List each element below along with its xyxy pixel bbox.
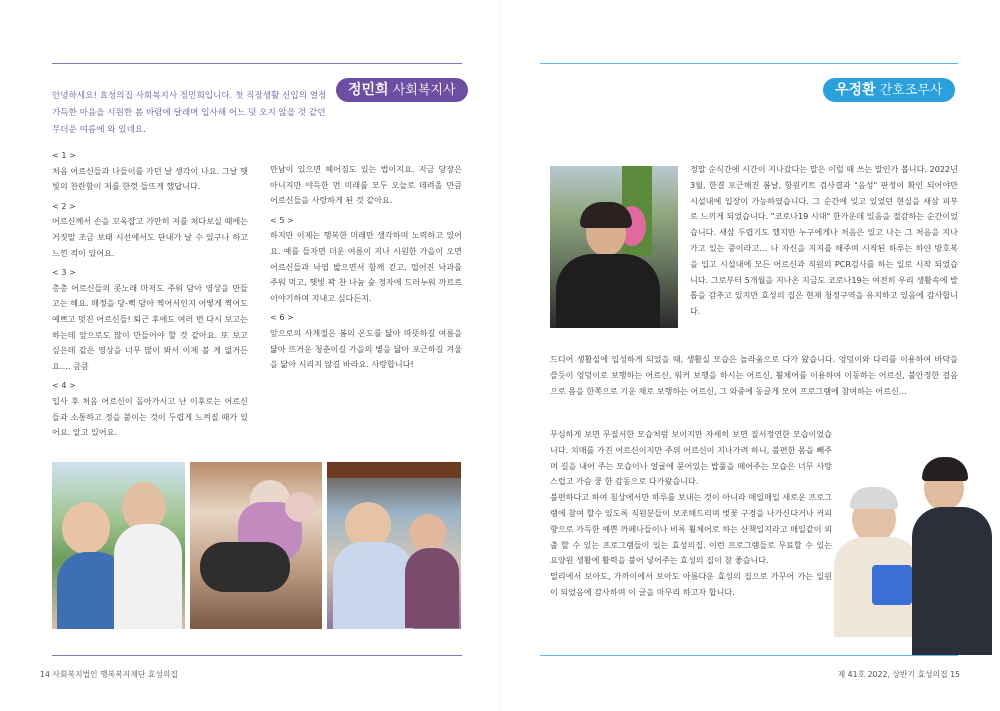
column-a [52, 148, 248, 441]
section-number: < 6 > [270, 312, 294, 323]
bottom-divider [52, 655, 462, 656]
page-footer-left: 14 사회복지법인 행복복지재단 효성의집 [40, 670, 178, 679]
body-text-top: 정말 순식간에 시간이 지나갔다는 말은 이럴 때 쓰는 말인가 봅니다. 2022년 3월, 한결 포근해진 봄날, 항원키트 검사결과 "음성" 판정이 확인 되어야만 시설내에 입장이 가능하였습니다. 그 순간에 잊고 있었던 현실을 새삼 피부로 느끼게 되었습니다. "코로나19 시대" 한가운데 있음을 절감하는 순간이었습니다. 새삼 두렵기도 했지만 누구에게나 처음은 있고 나는 그 처음을 지나가고 있는 중이라고… 나 자신을 지지를 해주며 시작된 하루는 하얀 방호복을 입고 시설내에 모든 어르신과 직원의 PCR검사를 하는 일로 시작 되었습니다. 그로부터 5개월을 지나온 지금도 코로나19는 여전히 우리 생활속에 발톱을 감추고 있지만 효성의 집은 현재 청정구역을 유지하고 있음에 감사합니다. [690, 164, 958, 317]
paragraph: 무심하게 보면 무질서한 모습처럼 보이지만 자세히 보면 질서정연한 모습이었습니다. 치매를 가진 어르신이지만 주위 어르신이 지나가려 하니, 불편한 몸을 빼주며 길을 내어 주는 모습이나 얼굴에 묻어있는 밥풀을 떼어주는 모습은 너무 사랑스럽고 가슴 쿵 한 감동으로 다가왔습니다. [550, 429, 832, 487]
top-divider [52, 63, 462, 64]
bottom-divider [540, 655, 958, 656]
section-number: < 2 > [52, 200, 76, 211]
photo-activity [190, 462, 322, 629]
section-text: 총총 어르신들의 콧노래 마저도 주워 담아 영상을 만들고는 해요. 매정을 당-뻑 담아 찍어서인지 어떻게 찍어도 예쁘고 멋진 어르신들! 퇴근 후에도 여러 번 다시 보고는 하는데 앞으로도 많이 만들어야 할 것 같아요. 또 보고 싶은데 같은 영상을 너무 많이 봐서 이제 볼 게 없거든요…. 큼큼 [52, 282, 248, 371]
author-badge [823, 78, 955, 102]
section-number: < 3 > [52, 267, 76, 278]
section-text: 어르신께서 손을 꼬옥잡고 가만히 저를 쳐다보실 때에는 거짓말 조금 보태 시선에서도 단내가 날 수 있구나 하고 느낀 적이 있어요. [52, 216, 248, 258]
section-text: 하지만 이제는 행복한 미래만 생각하며 노력하고 있어요. 예를 들자면 더운 여름이 지나 시원한 가을이 오면 어르신들과 낙엽 밟으면서 함께 걷고, 떨어진 낙과를 주워 먹고, 햇빛 꽉 찬 나눔 숲 정자에 드러누워 까르르 이야기하며 지내고 싶다든지. [270, 230, 462, 303]
body-text-narrow [550, 427, 832, 601]
author-name: 우정환 [835, 82, 876, 98]
page-footer-right: 제 41호 2022, 상반기 효성의집 15 [837, 670, 960, 679]
photo-elder-with-nurse [832, 455, 1000, 655]
section-text: 입사 후 처음 어르신이 돌아가시고 난 이후로는 어르신들과 소통하고 정을 붙이는 것이 두렵게 느껴질 때가 있어요. 알고 있어요. [52, 395, 248, 438]
top-divider [540, 63, 958, 64]
section-text: 만남이 있으면 헤어짐도 있는 법이지요. 지금 당장은 아니지만 야득한 먼 미래를 모두 오늘로 데려올 만큼 어르신들을 사랑하게 된 것 같아요. [270, 164, 462, 206]
right-page [500, 0, 1000, 711]
author-role: 사회복지사 [392, 83, 456, 98]
photo-elder-and-staff [52, 462, 185, 629]
section-text: 앞으로의 사계절은 봄의 온도를 닮아 따뜻하길 여름을 닮아 뜨거운 청춘이길 가을의 볕을 닮아 포근하길 겨울을 닮아 시리지 않길 바라요. 사랑합니다! [270, 327, 462, 370]
column-b [270, 162, 462, 373]
author-role: 간호조무사 [879, 83, 943, 98]
section-number: < 1 > [52, 150, 76, 160]
section-number: < 4 > [52, 380, 76, 391]
author-badge [336, 78, 468, 102]
section-number: < 5 > [270, 214, 294, 225]
author-name: 정민희 [348, 82, 389, 98]
photo-nurse-portrait [550, 166, 678, 328]
photo-elders-pavilion [327, 462, 461, 629]
section-text: 처음 어르신들과 나들이를 가던 날 생각이 나요. 그날 햇빛의 찬란함이 저를 한껏 들뜨게 했답니다. [52, 165, 248, 192]
paragraph: 불편하다고 하여 침상에서만 하루를 보내는 것이 아니라 매일매일 새로운 프로그램에 참여 할수 있도록 직원분들이 보조해드리며 벚꽃 구경을 나가신다거나 커피향으로 가득한 예쁜 까페나들이나 비록 휠체어로 하는 산책일지라고 매일같이 외출 할 수 있는 프로그램들이 있는 효성의집. 이런 프로그램들로 무료할 수 있는 요양원 생활에 활력을 불어 넣어주는 효성의 집이 참 좋습니다. [550, 492, 832, 566]
paragraph: 멀리에서 보아도, 가까이에서 보아도 아름다운 효성의 집으로 가꾸어 가는 일원이 되었음에 감사하며 이 글을 마무리 하고자 합니다. [550, 571, 832, 597]
intro-paragraph: 안녕하세요! 효성의집 사회복지사 정민희입니다. 첫 직장생활 신입의 열정 가득한 마음을 시원한 봄 바람에 달래며 입사해 어느 덧 오지 않을 것 같던 무더운 여름에 와 있네요. [52, 91, 327, 135]
body-text-wide: 드디어 생활실에 입성하게 되었을 때, 생활실 모습은 놀라움으로 다가 왔습니다. 엉덩이와 다리를 이용하여 바닥을 쓸듯이 엉덩이로 보행하는 어르신, 워커 보행을 하시는 어르신, 휠체어를 이용하여 이동하는 어르신, 불안정한 걸음으로 몸을 한쪽으로 기운 채로 보행하는 어르신, 그 와중에 동글게 모여 프로그램에 참여하는 어르신… [550, 354, 958, 396]
